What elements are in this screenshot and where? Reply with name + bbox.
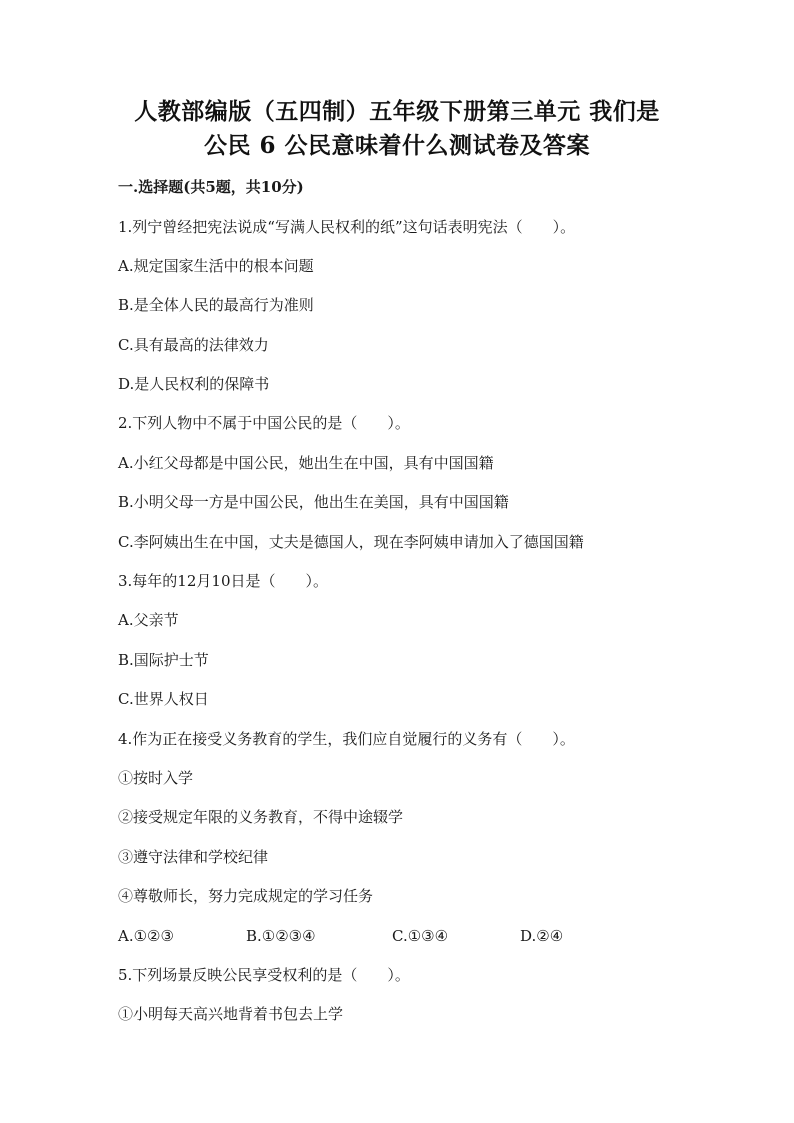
question-2-option-c: C.李阿姨出生在中国，丈夫是德国人，现在李阿姨申请加入了德国国籍 — [118, 533, 584, 551]
question-3-option-c: C.世界人权日 — [118, 690, 209, 708]
question-2-option-a: A.小红父母都是中国公民，她出生在中国，具有中国国籍 — [118, 454, 494, 472]
question-1-option-c: C.具有最高的法律效力 — [118, 336, 269, 354]
question-4-stem: 4.作为正在接受义务教育的学生，我们应自觉履行的义务有（ ）。 — [118, 730, 575, 748]
question-1-option-a: A.规定国家生活中的根本问题 — [118, 257, 314, 275]
question-5-item-1: ①小明每天高兴地背着书包去上学 — [118, 1005, 344, 1023]
document-title-line-1: 人教部编版（五四制）五年级下册第三单元 我们是 — [134, 98, 660, 125]
question-4-item-4: ④尊敬师长，努力完成规定的学习任务 — [118, 887, 374, 905]
question-4-item-1: ①按时入学 — [118, 769, 194, 787]
section-heading: 一.选择题(共5题，共10分) — [118, 178, 304, 196]
question-4-option-b: B.①②③④ — [246, 927, 316, 945]
question-3-stem: 3.每年的12月10日是（ ）。 — [118, 572, 328, 590]
question-3-option-a: A.父亲节 — [118, 611, 179, 629]
question-4-item-2: ②接受规定年限的义务教育，不得中途辍学 — [118, 808, 404, 826]
document-title-line-2: 公民 6 公民意味着什么测试卷及答案 — [203, 132, 591, 159]
question-1-option-d: D.是人民权利的保障书 — [118, 375, 270, 393]
question-5-stem: 5.下列场景反映公民享受权利的是（ ）。 — [118, 966, 410, 984]
question-4-option-c: C.①③④ — [392, 927, 449, 945]
question-4-option-d: D.②④ — [520, 927, 564, 945]
question-2-stem: 2.下列人物中不属于中国公民的是（ ）。 — [118, 414, 410, 432]
question-4-item-3: ③遵守法律和学校纪律 — [118, 848, 269, 866]
question-1-option-b: B.是全体人民的最高行为准则 — [118, 296, 314, 314]
question-4-option-a: A.①②③ — [118, 927, 174, 945]
question-2-option-b: B.小明父母一方是中国公民，他出生在美国，具有中国国籍 — [118, 493, 509, 511]
question-1-stem: 1.列宁曾经把宪法说成“写满人民权利的纸”这句话表明宪法（ ）。 — [118, 218, 576, 236]
question-3-option-b: B.国际护士节 — [118, 651, 209, 669]
